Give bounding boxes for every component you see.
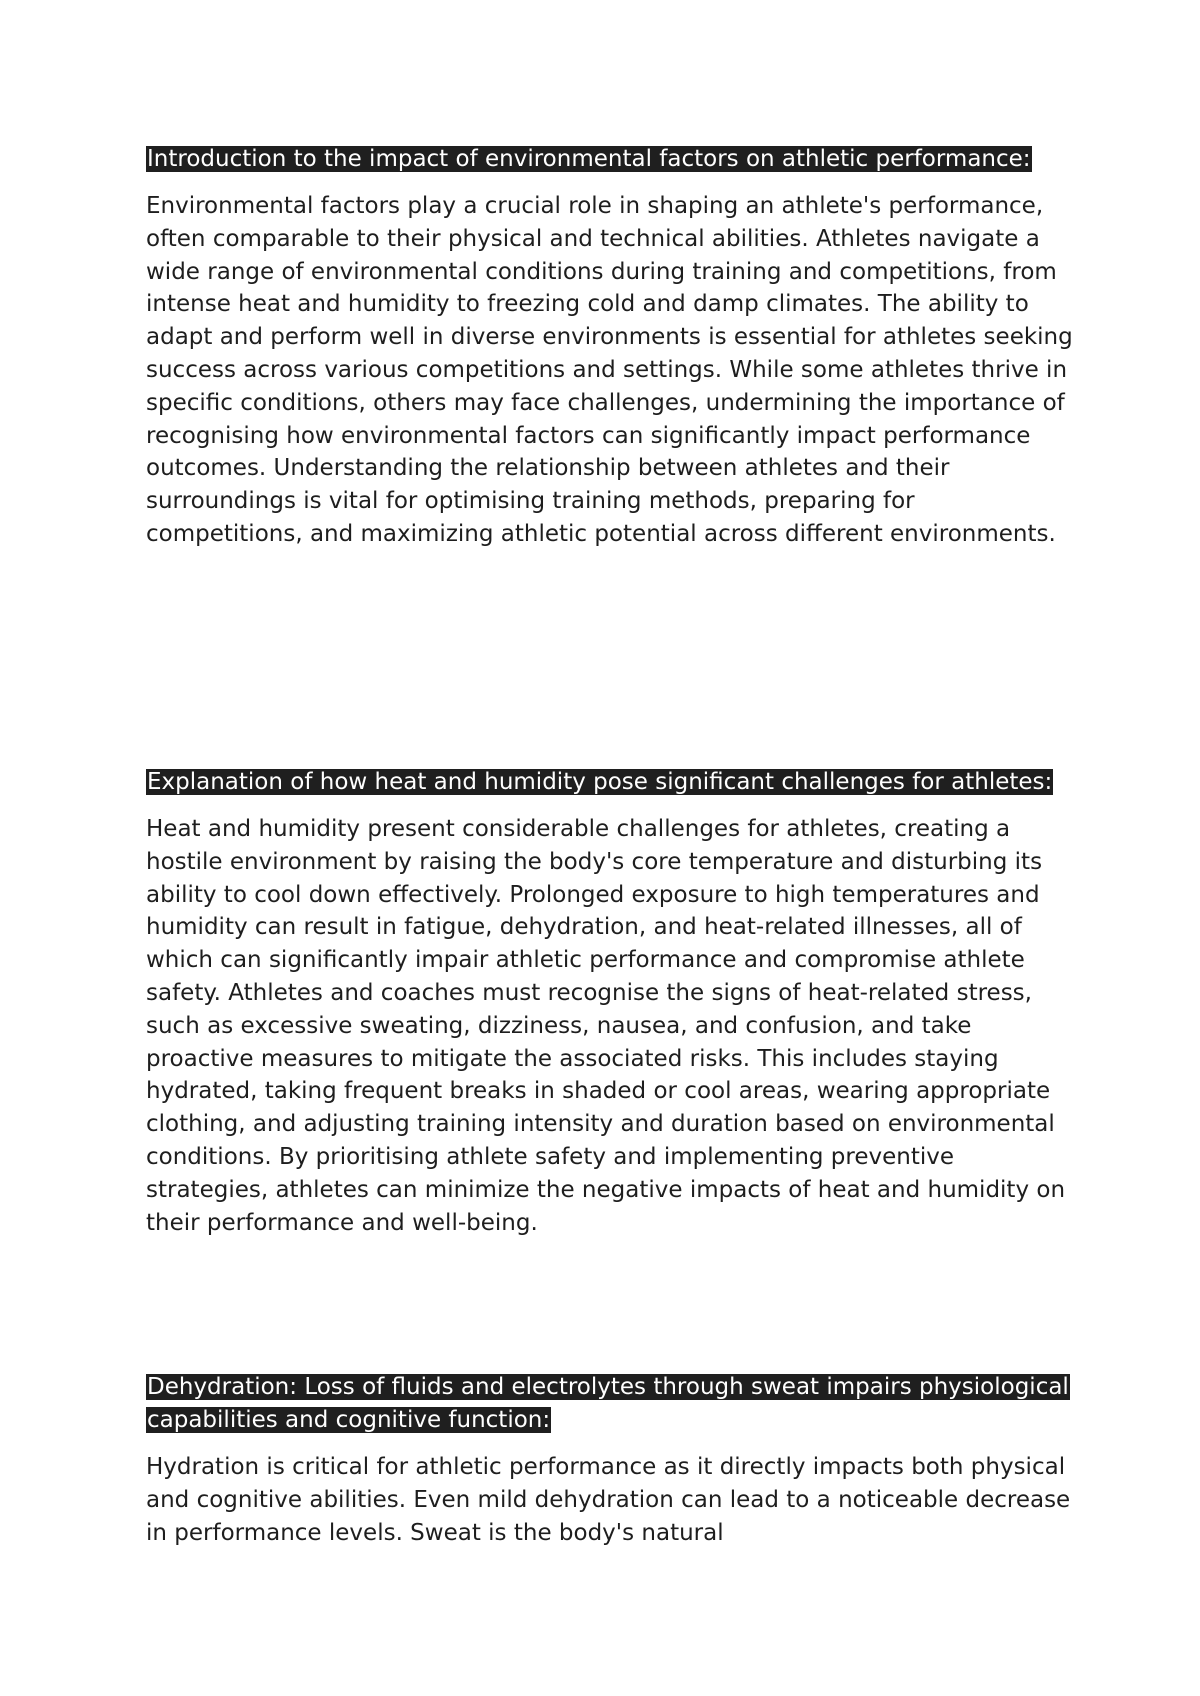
section-paragraph: Hydration is critical for athletic performance as it directly impacts both physical and cognitive abilities. Even mild dehydration can lead to a noticeable decrease in performance levels. Sweat is the body's natural	[146, 1454, 1071, 1546]
section-heading	[146, 766, 1076, 799]
heading-highlight: Introduction to the impact of environmental factors on athletic performance:	[147, 146, 1031, 172]
heading-highlight: Dehydration: Loss of fluids and electrolytes through sweat impairs physiological capabilities and cognitive function:	[147, 1374, 1069, 1433]
section-paragraph: Environmental factors play a crucial role in shaping an athlete's performance, often comparable to their physical and technical abilities. Athletes navigate a wide range of environmental conditions during training and competitions, from intense heat and humidity to freezing cold and damp climates. The ability to adapt and perform well in diverse environments is essential for athletes seeking success across various competitions and settings. While some athletes thrive in specific conditions, others may face challenges, undermining the importance of recognising how environmental factors can significantly impact performance outcomes. Understanding the relationship between athletes and their surroundings is vital for optimising training methods, preparing for competitions, and maximizing athletic potential across different environments.	[146, 193, 1073, 547]
section-introduction	[146, 143, 1076, 551]
section-dehydration	[146, 1371, 1076, 1549]
section-heading	[146, 1371, 1076, 1437]
section-paragraph: Heat and humidity present considerable challenges for athletes, creating a hostile environment by raising the body's core temperature and disturbing its ability to cool down effectively. Prolonged exposure to high temperatures and humidity can result in fatigue, dehydration, and heat-related illnesses, all of which can significantly impair athletic performance and compromise athlete safety. Athletes and coaches must recognise the signs of heat-related stress, such as excessive sweating, dizziness, nausea, and confusion, and take proactive measures to mitigate the associated risks. This includes staying hydrated, taking frequent breaks in shaded or cool areas, wearing appropriate clothing, and adjusting training intensity and duration based on environmental conditions. By prioritising athlete safety and implementing preventive strategies, athletes can minimize the negative impacts of heat and humidity on their performance and well-being.	[146, 816, 1066, 1236]
section-heat-humidity	[146, 766, 1076, 1239]
heading-highlight: Explanation of how heat and humidity pose significant challenges for athletes:	[147, 769, 1053, 795]
section-heading	[146, 143, 1076, 176]
